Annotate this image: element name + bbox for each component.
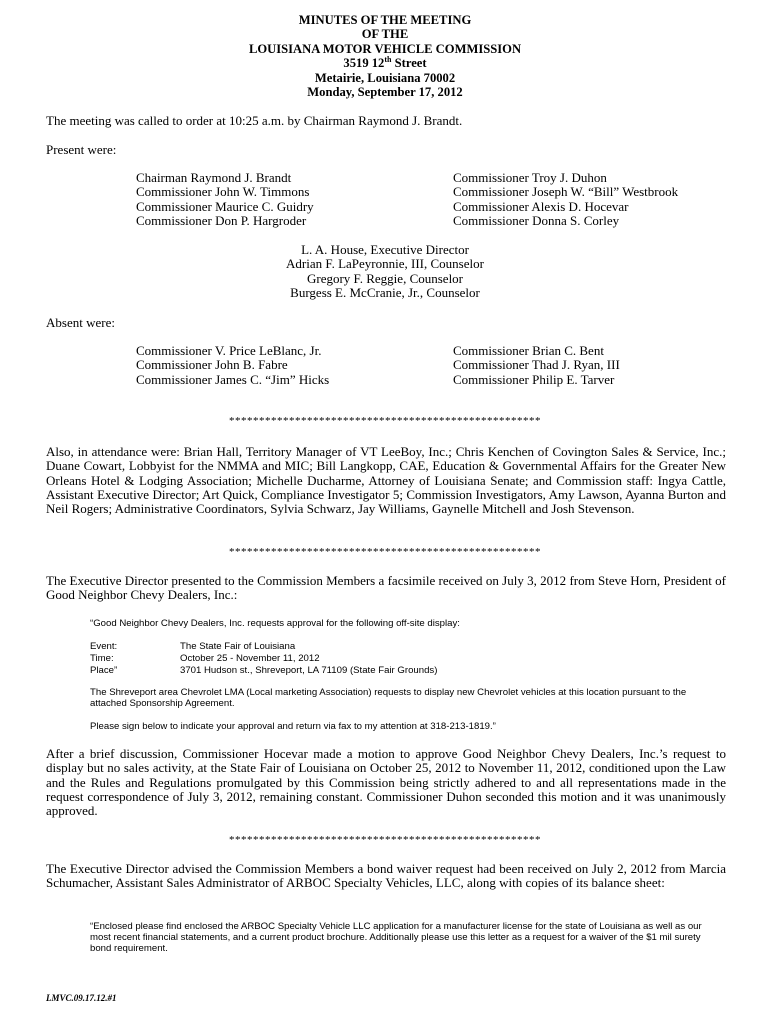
absent-label: Absent were:: [46, 315, 115, 330]
staff-member: Burgess E. McCranie, Jr., Counselor: [290, 285, 480, 301]
separator: ****************************************************: [229, 546, 541, 558]
document-footer-id: LMVC.09.17.12.#1: [46, 993, 117, 1003]
header-title: MINUTES OF THE MEETING: [298, 13, 472, 27]
staff-list: [0, 243, 770, 301]
header-organization: LOUISIANA MOTOR VEHICLE COMMISSION: [248, 42, 522, 56]
separator: ****************************************************: [229, 834, 541, 846]
present-member: Commissioner Alexis D. Hocevar: [453, 198, 629, 214]
present-member: Commissioner Donna S. Corley: [453, 213, 620, 229]
absent-right-list: [453, 344, 620, 387]
present-left-list: [136, 171, 314, 229]
staff-member: Gregory F. Reggie, Counselor: [306, 270, 464, 286]
place-label: Place”: [90, 665, 118, 676]
present-member: Commissioner Don P. Hargroder: [136, 213, 307, 229]
header-date: Monday, September 17, 2012: [307, 85, 463, 99]
time-label: Time:: [90, 653, 114, 664]
present-right-list: [453, 171, 678, 229]
present-member: Commissioner Maurice C. Guidry: [136, 198, 314, 214]
header-subtitle: OF THE: [361, 27, 409, 41]
event-value: The State Fair of Louisiana: [180, 641, 296, 652]
time-value: October 25 - November 11, 2012: [180, 653, 320, 664]
header-city: Metairie, Louisiana 70002: [314, 71, 456, 85]
absent-member: Commissioner John B. Fabre: [136, 357, 288, 373]
present-member: Chairman Raymond J. Brandt: [136, 170, 292, 185]
staff-member: L. A. House, Executive Director: [301, 242, 469, 257]
present-member: Commissioner Troy J. Duhon: [453, 170, 607, 185]
event-label: Event:: [90, 641, 118, 652]
separator: ****************************************************: [229, 415, 541, 427]
quote-paragraph: The Shreveport area Chevrolet LMA (Local marketing Association) requests to display new Chevrolet vehicles at this location pursuant to the attached Sponsorship Agreement.: [90, 687, 687, 710]
call-to-order: The meeting was called to order at 10:25 a.m. by Chairman Raymond J. Brandt.: [46, 113, 463, 128]
bond-waiver-paragraph: The Executive Director advised the Commission Members a bond waiver request had been received on July 2, 2012 from Marcia Schumacher, Assistant Sales Administrator of ARBOC Specialty Vehicles, LLC, along with copies of its balance sheet:: [46, 861, 726, 891]
quote-intro: “Good Neighbor Chevy Dealers, Inc. requests approval for the following off-site display:: [90, 618, 460, 629]
header-street: 3519 12th Street: [343, 54, 427, 70]
quote-sign-request: Please sign below to indicate your approval and return via fax to my attention at 318-213-1819.”: [90, 721, 496, 732]
executive-facsimile-paragraph: The Executive Director presented to the Commission Members a facsimile received on July 3, 2012 from Steve Horn, President of Good Neighbor Chevy Dealers, Inc.:: [46, 573, 726, 603]
absent-member: Commissioner James C. “Jim” Hicks: [136, 371, 330, 387]
present-label: Present were:: [46, 142, 117, 157]
present-member: Commissioner John W. Timmons: [136, 184, 310, 200]
present-member: Commissioner Joseph W. “Bill” Westbrook: [453, 184, 679, 200]
place-value: 3701 Hudson st., Shreveport, LA 71109 (State Fair Grounds): [180, 665, 438, 676]
also-attendance-paragraph: Also, in attendance were: Brian Hall, Territory Manager of VT LeeBoy, Inc.; Chris Kenchen of Covington Sales & Service, Inc.; Duane Cowart, Lobbyist for the NMMA and MIC; Bill Langkopp, CAE, Education & Governmental Affairs for the Greater New Orleans Hotel & Lodging Association; Michelle Ducharme, Attorney of Louisiana Senate; and Commission staff: Ingya Cattle, Assistant Executive Director; Art Quick, Compliance Investigator 5; Commission Investigators, Amy Lawson, Ayanna Burton and Neil Rogers; Administrative Coordinators, Sylvia Schwarz, Jay Williams, Gaynelle Mitchell and Josh Stevenson.: [46, 444, 726, 517]
motion-paragraph: After a brief discussion, Commissioner Hocevar made a motion to approve Good Neighbor Chevy Dealers, Inc.’s request to display but no sales activity, at the State Fair of Louisiana on October 25, 2012 to November 11, 2012, conditioned upon the Law and the Rules and Regulations promulgated by this Commission being strictly adhered to and all representations made in the request correspondence of July 3, 2012, remaining constant. Commissioner Duhon seconded this motion and it was unanimously approved.: [46, 746, 726, 819]
absent-member: Commissioner V. Price LeBlanc, Jr.: [136, 343, 322, 358]
staff-member: Adrian F. LaPeyronnie, III, Counselor: [286, 256, 484, 272]
absent-member: Commissioner Philip E. Tarver: [453, 371, 615, 387]
absent-member: Commissioner Thad J. Ryan, III: [453, 357, 620, 373]
quote-enclosure: “Enclosed please find enclosed the ARBOC Specialty Vehicle LLC application for a manufacturer license for the state of Louisiana as well as our most recent financial statements, and a current product brochure. Additionally please use this letter as a request for a waiver of the $1 mil surety bond requirement.: [90, 921, 702, 955]
absent-member: Commissioner Brian C. Bent: [453, 343, 604, 358]
absent-left-list: [136, 344, 329, 387]
